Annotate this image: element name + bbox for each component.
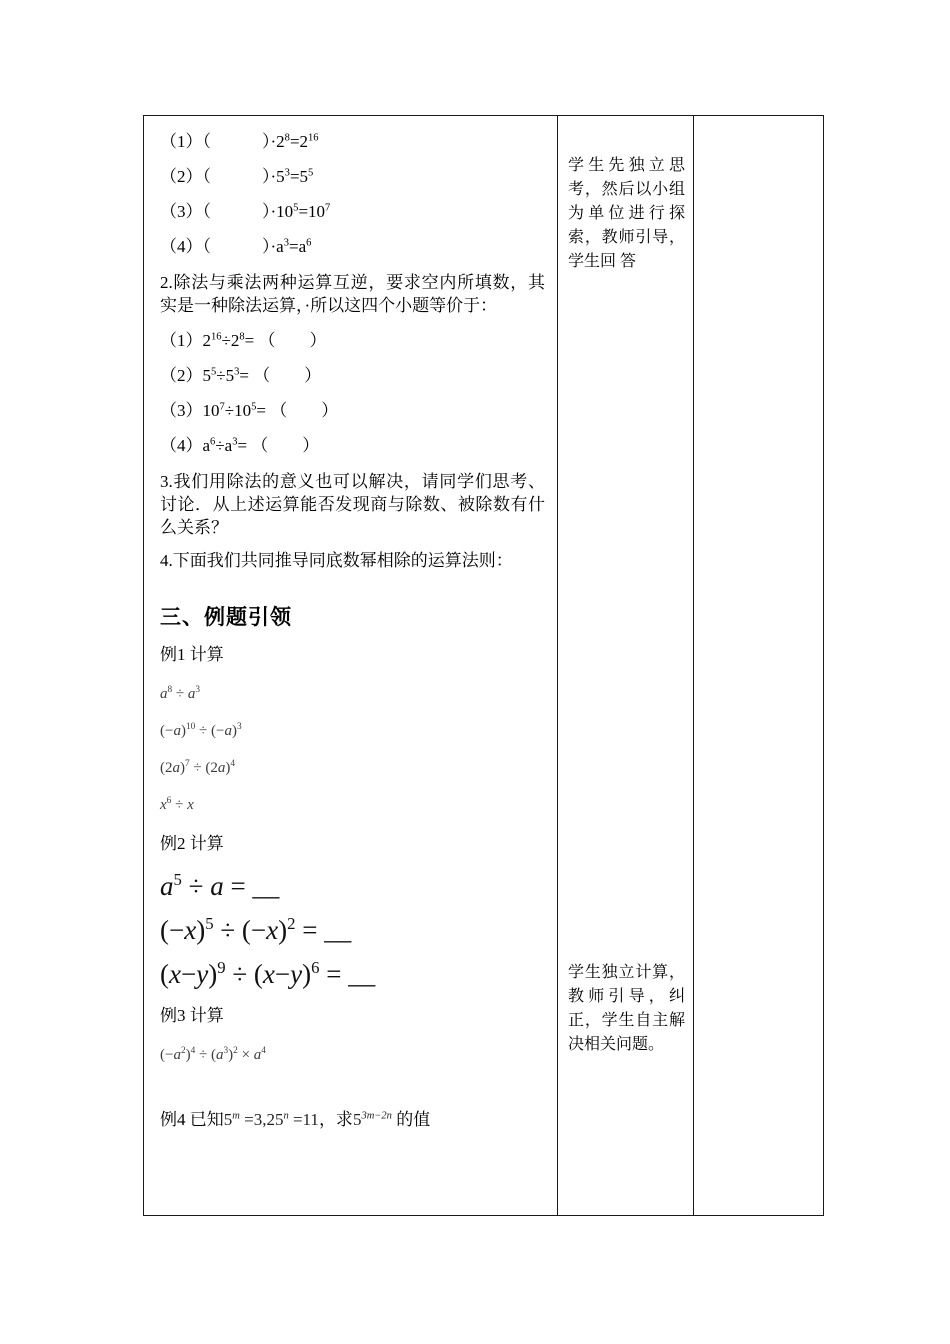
division-item-4: $(4)a^6\div a^3=$ （ ） [160, 436, 320, 455]
fill-blank-item-2: （2）（ ）$\cdot 5^3=5^5$ [160, 167, 314, 186]
paragraph-rule-derivation: 4.下面我们共同推导同底数幂相除的运算法则： [160, 551, 513, 570]
fill-blank-item-1: （1）（ ）$\cdot 2^8=2^{16}$ [160, 132, 319, 151]
empty-cell [694, 116, 823, 1215]
example-3-label: 例3 计算 [160, 1006, 224, 1025]
example-4-given-formula: $5^m =3,25^n =11$ [223, 1110, 319, 1129]
example-4-suffix: 的值 [391, 1110, 431, 1129]
example-4-line [160, 1108, 545, 1132]
teacher-note-1: 学生先独立思考，然后以小组为单位进行探索，教师引导，学生回 答 [568, 157, 685, 270]
teacher-notes-cell [558, 116, 694, 1215]
example-1-formula-1: $a^8 \div a^3$ [160, 685, 201, 702]
fill-blank-item-4: （4）（ ）$\cdot a^3=a^6$ [160, 237, 312, 256]
division-item-1: $(1)2^{16}\div 2^8=$ （ ） [160, 331, 327, 350]
example-4-mid: ，求 [318, 1110, 353, 1129]
paragraph-division-explanation: 2.除法与乘法两种运算互逆，要求空内所填数，其实是一种除法运算，·所以这四个小题等价于： [160, 273, 545, 315]
lesson-plan-table [143, 115, 824, 1216]
example-1-formula-4: $x^6 \div x$ [160, 796, 194, 813]
section-heading-examples: 三、例题引领 [160, 606, 292, 629]
content-cell [144, 116, 558, 1215]
example-3-formula: $(-a^2)^4 \div (a^3)^2 \times a^4$ [160, 1046, 266, 1063]
example-2-label: 例2 计算 [160, 834, 224, 853]
fill-blank-item-3: （3）（ ）$\cdot 10^5=10^7$ [160, 202, 331, 221]
paragraph-discussion-prompt: 3.我们用除法的意义也可以解决，请同学们思考、讨论．从上述运算能否发现商与除数、被除数有什么关系？ [160, 472, 545, 537]
example-1-label: 例1 计算 [160, 645, 224, 664]
example-4-target-formula: $5^{3m-2n}$ [352, 1110, 392, 1129]
example-2-formula-3: $(x-y)^9 \div (x-y)^6$ = __ [160, 958, 376, 989]
division-item-3: $(3)10^7\div 10^5=$ （ ） [160, 401, 339, 420]
division-item-2: $(2)5^5\div 5^3=$ （ ） [160, 366, 322, 385]
teacher-note-2: 学生独立计算，教师引导，纠正，学生自主解决相关问题。 [568, 964, 685, 1053]
example-4-prefix: 例4 已知 [160, 1110, 224, 1129]
example-2-formula-1: $a^5 \div a$ = __ [160, 870, 280, 901]
example-2-formula-2: $(-x)^5 \div (-x)^2$ = __ [160, 914, 352, 945]
example-1-formula-3: $(2a)^7 \div (2a)^4$ [160, 759, 236, 776]
example-1-formula-2: $(-a)^{10} \div (-a)^3$ [160, 722, 242, 739]
